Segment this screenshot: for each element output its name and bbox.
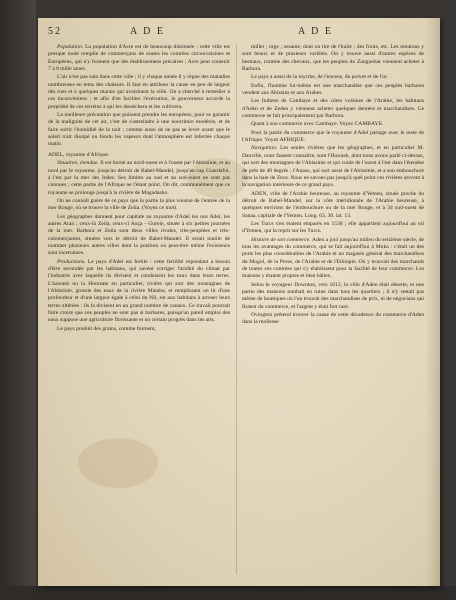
article-heading (48, 152, 230, 159)
paragraph-text: Les géographes donnent pour capitale au royaume d'Adel les uns Adel, les autres Aran ; ceux-là Zeila, ceux-ci Auça - Gurele, située à six petites journées de la mer. Barbora et Zeila sont deux villes rivales, très-peuplées et très-commerçantes, situées vers le détroit de Babel-Mandel. Il serait inutile de nommer plusieurs autres villes dont la position ou peut-être même l'existence sont incertaines. (48, 213, 230, 257)
paragraph-lead: Navigation. (251, 145, 281, 152)
paragraph (48, 112, 230, 149)
paragraph-text: Aden a joui jusqu'au milieu du seizième siècle, de tous les avantages du commerce, qui se fait aujourd'hui à Moka : c'était un des ports les plus considérables de l'Arabie et un magasin général des marchandises du Mogol, de la Perse, de l'Arabie et de l'Ethiopie. On y trouvait des marchands de toutes ces contrées qui s'y établissent pour la facilité de leur commerce. Les maisons y étaient propres et bien bâties. (242, 236, 424, 280)
backdrop-left (0, 0, 36, 600)
paragraph-text: L'air n'est pas sain dans cette ville ; il y chaque année il y règne des maladies nombreuses en tems des chaleurs. Il faut en attribuer la cause en peu de largeur des rues et à quelques marais qui avoisinent la ville. On a cherché à remédier à ces inconvéniens ; et afin d'en faciliter l'exécution, le gouverneur accorde la propriété de ces terreins à qui les desséchera et les cultivera. (48, 74, 230, 110)
paragraph-text: Pour la partie du commerce que le royaume d'Adel partage avec le reste de l'Afrique. Voyez AFRIQUE. (242, 129, 424, 144)
right-column (242, 44, 424, 578)
paragraph-text: Quant à son commerce avec Cambaye. Voyez CAMBAYE. (251, 121, 384, 128)
paragraph (242, 121, 424, 128)
paragraph (242, 312, 424, 327)
paragraph-text: millet ; orge ; sesame, dont on tire de l'huile ; des fruits, etc. Les moutons y sont beaux et de plusieurs variétés. On y trouve aussi d'autres espèces de bestiaux, comme des chevaux, que les peuples du Zanguebar viennent acheter à Barbora. (242, 44, 424, 73)
paragraph-text: Les seules rivières que les géographes, et en particulier M. Danville, nous fassent connaître, sont l'Hawash, dont nous avons parlé ci-dessus, qui sort des montagnes de l'Abissinie et qui coule de l'ouest à l'est dans l'étendue de près de 40 degrés ; l'Anaso, qui sort aussi de l'Abissinie, et a son embouchure dans la baie de Zeca. Nous ne savons pas jusqu'à quel point ces rivières servent à la navigation intérieure de ce grand pays. (242, 145, 424, 189)
paragraph-text: Le pays produit des grains, comme froment, (57, 325, 156, 332)
paragraph (242, 74, 424, 81)
paragraph-lead: Situation, étendue. (57, 160, 101, 167)
paragraph (242, 145, 424, 189)
paragraph (242, 282, 424, 311)
paragraph (242, 83, 424, 98)
paragraph (242, 191, 424, 220)
paragraph-lead: Productions. (57, 258, 88, 265)
running-head-right: A D E (298, 26, 333, 37)
column-rule (236, 44, 237, 574)
paragraph-text: Selon le voyageur Downton, vers 1612, la ville d'Aden était déserte, et une partie des maisons tombait en ruine dans tous les quartiers ; il n'y restait pas même de boutiques où l'on trouvât des marchandises de prix, ni de négocians qui fissent du commerce, et l'argent y était fort rare. (242, 281, 424, 310)
paragraph-text: Il est borné au nord-ouest et à l'ouest par l'Abissinie, et au nord par le royaume, jusqu'au détroit de Babel-Mandel, jusqu'au cap Guardafui, à l'est par la mer des Indes. Ses limites au sud et au sud-ouest ne sont pas connues ; cette partie de l'Afrique ne l'étant point. On dit, communément que ce royaume se prolonge jusqu'à la rivière de Magadasho. (48, 160, 230, 196)
paragraph-text: Le pays a aussi de la myrrhe, de l'encens, du poivre et de l'or. (251, 74, 388, 81)
paragraph-text: Les Turcs s'en étaient emparés en 1538 ; elle appartient aujourd'hui au roi d'Yemen, qui la reprit sur les Turcs. (242, 220, 424, 235)
paragraph (48, 326, 230, 333)
paragraph (242, 44, 424, 73)
paragraph-text: Les Indiens de Cambaye et des côtes voisines de l'Arabie, les habitans d'Aden et de Zeden y viennent acheter quelques denrées et marchandises. Ce commerce se fait principalement par Barbora. (242, 98, 424, 120)
paragraph (242, 237, 424, 281)
paragraph-text: Le pays d'Adel est fertile : cette fertilité cependant a besoin d'être secondée par les habitans, qui savent corriger l'aridité du climat par l'industrie avec laquelle ils divisent et conduisent les eaux dans leurs terres. L'hawash ou la Hoorsate en particulier, rivière qui sort des montagnes de l'Abissinie, grossie des eaux de la rivière Mataha, et remplissant un lit d'une profondeur et d'une largeur égale à celui du Nil, est aux habitans à arroser leurs terres altérées : ils la divisent en un grand nombre de canaux. Ce travail pourrait faire croire que ces peuples ne sont pas si barbares, puisqu'un pareil emploi des eaux suppose une agriculture florissante et un certain progrès dans les arts. (48, 258, 230, 324)
paragraph-text: ADEN, ville de l'Arabie heureuse, au royaume d'Yemen, située proche du détroit de Babel-Mandel, sur la côte méridionale de l'Arabie heureuse, à quelques environs de l'embouchure ou de la mer Rouge, et à 34 sud-ouest de Sanaa, capitale de l'Yemen. Long. 63. 30. lat. 13. (242, 190, 424, 219)
paragraph (48, 214, 230, 258)
paragraph-lead: Histoire de son commerce. (251, 236, 313, 243)
paragraph (48, 198, 230, 213)
page-edge (426, 18, 440, 586)
paragraph (242, 98, 424, 120)
paragraph-text: La meilleure précaution que puissent prendre les européens, pour se garantir de la malignité de cet air, c'est de s'astreindre à une nourriture modérée, et de faire sortir l'humidité de la nuit ; comme aussi de ne pas se lever avant que le soleil n'ait dissipé ou fondu les vapeurs dont l'atmosphère est infectée chaque matin. (48, 112, 230, 148)
book-page (38, 18, 440, 586)
paragraph-text: On ne connaît guère de ce pays que la partie la plus voisine de l'entrée de la mer Rouge, où se trouve la ville de Zeila. (Voyez ce mot). (48, 197, 230, 212)
paragraph (242, 221, 424, 236)
paragraph-text: Ovington prétend trouver la cause de cette décadence du commerce d'Aden dans la mollesse (242, 312, 424, 326)
running-head-left: A D E (130, 26, 165, 37)
paragraph (48, 44, 230, 73)
paragraph (48, 259, 230, 325)
paragraph (48, 160, 230, 197)
paragraph-text: Enfin, l'homme lui-même est une marchandise que ces peuples barbares vendent aux Abissins et aux Arabes. (242, 82, 424, 97)
left-column (48, 44, 230, 578)
paragraph-text: La population d'Acre est de beaucoup diminuée : cette ville est presque toute remplie de commerçans de toutes les contrées circonvoisines et Européens, qui n'y forment que des établissemens précaires ; Acre peut contenir 7 à 8 mille ames. (48, 44, 230, 73)
paragraph-text: ADEL, royaume d'Afrique. (48, 151, 110, 158)
paragraph-lead: Population. (57, 44, 86, 50)
paragraph (48, 74, 230, 111)
page-header (48, 26, 426, 40)
page-number: 52 (48, 26, 62, 37)
paragraph (242, 130, 424, 145)
backdrop-bottom (0, 586, 456, 600)
